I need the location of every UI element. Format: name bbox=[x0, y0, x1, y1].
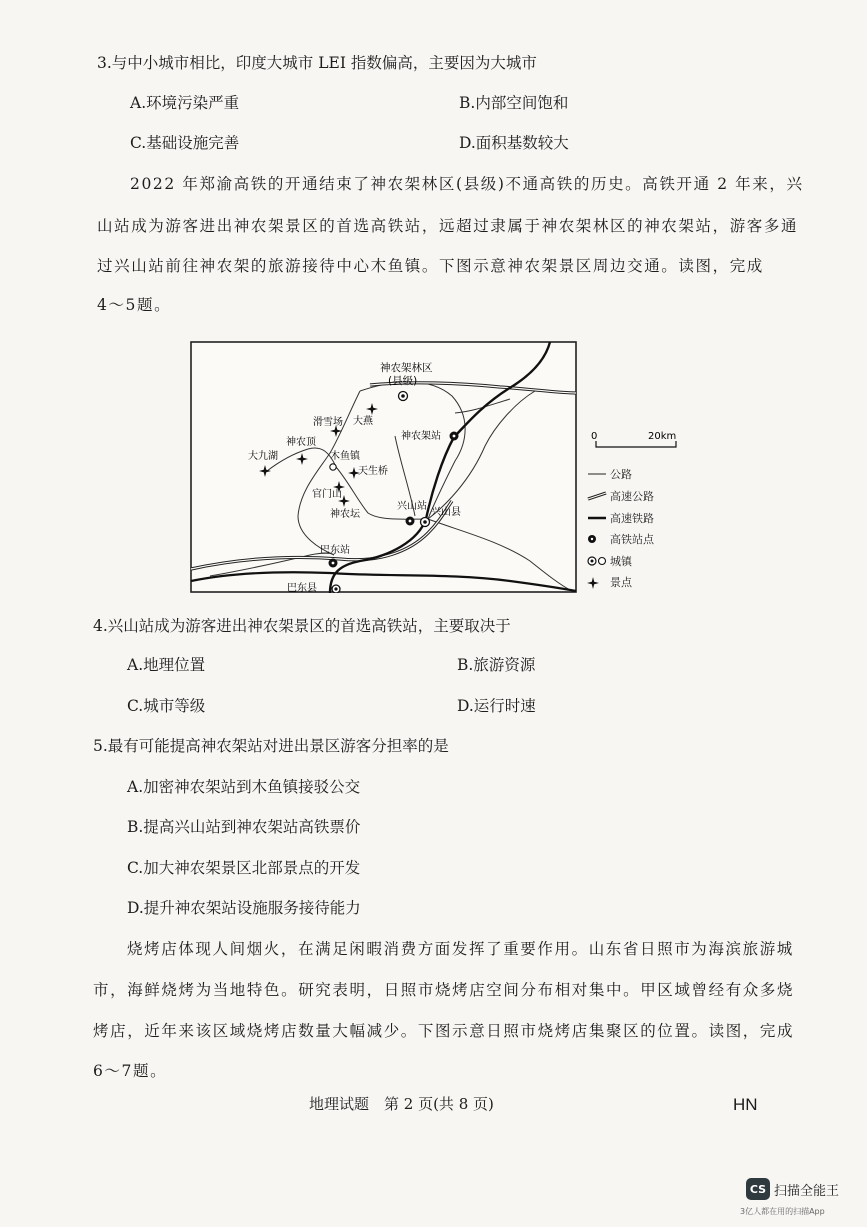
town-circle bbox=[399, 392, 408, 401]
hsr-station-dot bbox=[406, 517, 415, 526]
legend-hsr-station: 高铁站点 bbox=[587, 531, 654, 547]
road-line-icon bbox=[587, 469, 607, 479]
q3-option-a: A.环境污染严重 bbox=[130, 94, 240, 112]
legend-town: 城镇 bbox=[587, 553, 632, 569]
q4-option-b: B.旅游资源 bbox=[457, 656, 536, 674]
label-guanmenshan: 官门山 bbox=[312, 489, 342, 500]
label-linqu: 神农架林区 bbox=[380, 362, 433, 374]
label-dayan: 大燕 bbox=[353, 416, 373, 427]
hsr-station-dot-icon bbox=[587, 534, 607, 544]
label-xingshanzhan: 兴山站 bbox=[397, 501, 427, 512]
passage1-line-4: 4～5题。 bbox=[97, 296, 172, 314]
label-shennongjiazhan: 神农架站 bbox=[401, 431, 441, 442]
scanner-name: 扫描全能王 bbox=[774, 1183, 840, 1199]
q5-option-b: B.提高兴山站到神农架站高铁票价 bbox=[127, 818, 361, 836]
scanner-logo bbox=[746, 1178, 839, 1200]
label-shennongtan: 神农坛 bbox=[330, 509, 360, 520]
q4-option-d: D.运行时速 bbox=[457, 697, 536, 715]
q4-stem: 4.兴山站成为游客进出神农架景区的首选高铁站，主要取决于 bbox=[93, 617, 511, 635]
passage1-line-1: 2022 年郑渝高铁的开通结束了神农架林区(县级)不通高铁的历史。高铁开通 2 年来，兴 bbox=[130, 175, 804, 193]
q5-stem: 5.最有可能提高神农架站对进出景区游客分担率的是 bbox=[93, 737, 449, 755]
town-circle bbox=[330, 464, 336, 470]
hsr-line-icon bbox=[587, 513, 607, 523]
town-circle-icon bbox=[587, 556, 607, 566]
town-circle bbox=[332, 585, 340, 593]
legend-road: 公路 bbox=[587, 466, 632, 482]
label-shennongding: 神农顶 bbox=[286, 437, 316, 448]
q3-option-c: C.基础设施完善 bbox=[130, 134, 240, 152]
passage2-line-3: 烤店，近年来该区域烧烤店数量大幅减少。下图示意日照市烧烤店集聚区的位置。读图，完成 bbox=[93, 1022, 795, 1040]
q4-option-a: A.地理位置 bbox=[127, 656, 206, 674]
q5-option-c: C.加大神农架景区北部景点的开发 bbox=[127, 859, 361, 877]
passage2-line-4: 6～7题。 bbox=[93, 1062, 168, 1080]
q3-option-b: B.内部空间饱和 bbox=[459, 94, 569, 112]
hsr-station-dot bbox=[329, 559, 338, 568]
q5-option-d: D.提升神农架站设施服务接待能力 bbox=[127, 899, 361, 917]
label-badongxian: 巴东县 bbox=[287, 583, 317, 593]
label-huaxuechang: 滑雪场 bbox=[313, 417, 343, 428]
passage2-line-1: 烧烤店体现人间烟火，在满足闲暇消费方面发挥了重要作用。山东省日照市为海滨旅游城 bbox=[127, 940, 794, 958]
svg-text:0: 0 bbox=[591, 431, 598, 442]
label-xingshanxian: 兴山县 bbox=[431, 507, 461, 518]
legend-hsr: 高速铁路 bbox=[587, 510, 654, 526]
shennongjia-traffic-map bbox=[190, 341, 577, 593]
legend-scenic: 景点 bbox=[587, 574, 632, 590]
q3-stem: 3.与中小城市相比，印度大城市 LEI 指数偏高，主要因为大城市 bbox=[97, 54, 537, 72]
scanner-tagline: 3亿人都在用的扫描App bbox=[740, 1207, 825, 1216]
label-tianshengqiao: 天生桥 bbox=[358, 466, 388, 477]
q3-option-d: D.面积基数较大 bbox=[459, 134, 569, 152]
label-xianji: (县级) bbox=[388, 375, 418, 387]
town-circle bbox=[421, 518, 430, 527]
label-muyuzhen: 木鱼镇 bbox=[330, 451, 360, 462]
q5-option-a: A.加密神农架站到木鱼镇接驳公交 bbox=[127, 778, 361, 796]
page-footer: 地理试题 第 2 页(共 8 页) bbox=[309, 1095, 494, 1113]
hsr-station-dot bbox=[450, 432, 459, 441]
scale-bar bbox=[588, 429, 698, 451]
passage1-line-2: 山站成为游客进出神农架景区的首选高铁站，远超过隶属于神农架林区的神农架站，游客多通 bbox=[97, 217, 799, 235]
label-badongzhan: 巴东站 bbox=[320, 545, 350, 556]
legend-expressway: 高速公路 bbox=[587, 488, 654, 504]
paper-code: HN bbox=[733, 1095, 758, 1114]
label-dajiuhu: 大九湖 bbox=[248, 451, 278, 462]
passage1-line-3: 过兴山站前往神农架的旅游接待中心木鱼镇。下图示意神农架景区周边交通。读图，完成 bbox=[97, 257, 764, 275]
passage2-line-2: 市，海鲜烧烤为当地特色。研究表明，日照市烧烤店空间分布相对集中。甲区域曾经有众多烧 bbox=[93, 981, 795, 999]
svg-text:20km: 20km bbox=[648, 431, 677, 442]
scanner-badge-icon: CS bbox=[746, 1178, 770, 1200]
q4-option-c: C.城市等级 bbox=[127, 697, 206, 715]
scenic-star-icon bbox=[587, 577, 607, 587]
expressway-line-icon bbox=[587, 491, 607, 501]
